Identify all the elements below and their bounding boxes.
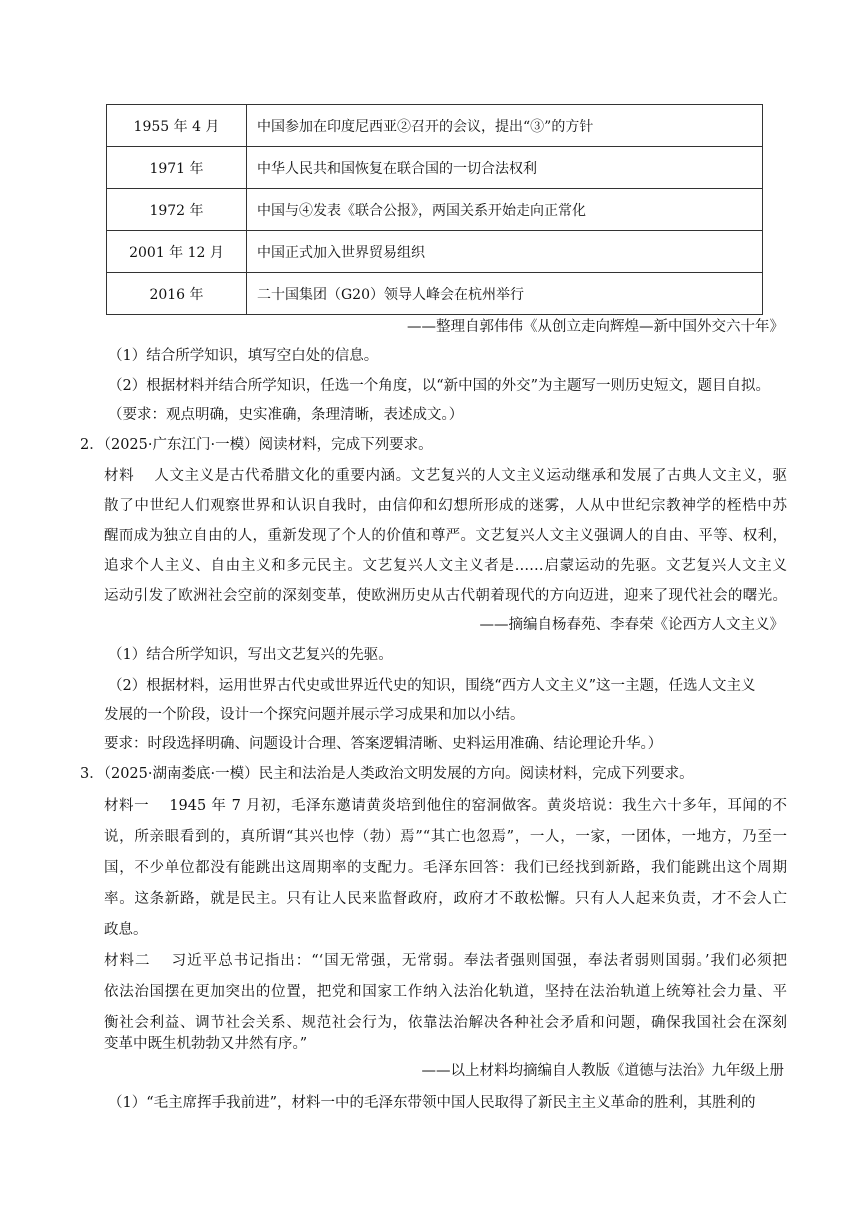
q2-material-line: 材料 人文主义是古代希腊文化的重要内涵。文艺复兴的人文主义运动继承和发展了古典人文主义，驱 [104,468,787,484]
table-row [107,105,763,147]
q1-requirement: （要求：观点明确，史实准确，条理清晰，表述成文。） [108,407,464,423]
event-cell: 中华人民共和国恢复在联合国的一切合法权利 [247,147,763,189]
q2-material-line: 运动引发了欧洲社会空前的深刻变革，使欧洲历史从古代朝着现代的方向迈进，迎来了现代社会的曙光。 [104,588,787,604]
table-row [107,273,763,315]
q3-material1-line: 国，不少单位都没有能跳出这周期率的支配力。毛泽东回答：我们已经找到新路，我们能跳出这个周期 [104,860,787,876]
q3-sub1: （1）“毛主席挥手我前进”，材料一中的毛泽东带领中国人民取得了新民主主义革命的胜利，其胜利的 [108,1095,756,1111]
table-source: ——整理自郭伟伟《从创立走向辉煌—新中国外交六十年》 [407,319,784,335]
q2-sub2: （2）根据材料，运用世界古代史或世界近代史的知识，围绕“西方人文主义”这一主题，任选人文主义 [108,678,756,694]
q2-material-line: 醒而成为独立自由的人，重新发现了个人的价值和尊严。文艺复兴人文主义强调人的自由、平等、权利， [104,528,787,544]
q1-sub1: （1）结合所学知识，填写空白处的信息。 [108,348,379,364]
q3-heading: 3．（2025·湖南娄底·一模）民主和法治是人类政治文明发展的方向。阅读材料，完成下列要求。 [80,766,694,782]
q2-heading: 2．（2025·广东江门·一模）阅读材料，完成下列要求。 [80,437,433,453]
q2-material-line: 散了中世纪人们观察世界和认识自我时，由信仰和幻想所形成的迷雾，人从中世纪宗教神学的桎梏中苏 [104,498,787,514]
events-table [106,104,763,315]
table-row [107,231,763,273]
table-row [107,189,763,231]
q2-requirement: 要求：时段选择明确、问题设计合理、答案逻辑清晰、史料运用准确、结论理论升华。） [104,736,663,752]
q3-material2-line: 变革中既生机勃勃又井然有序。” [104,1036,308,1052]
date-cell: 2001 年 12 月 [107,231,247,273]
q2-material-line: 追求个人主义、自由主义和多元民主。文艺复兴人文主义者是……启蒙运动的先驱。文艺复兴人文主义 [104,558,787,574]
q3-material1-line: 说，所亲眼看到的，真所谓“其兴也悖（勃）焉”“其亡也忽焉”，一人，一家，一团体，一地方，乃至一 [104,829,787,845]
date-cell: 1955 年 4 月 [107,105,247,147]
q3-material1-line: 材料一 1945 年 7 月初，毛泽东邀请黄炎培到他住的窑洞做客。黄炎培说：我生六十多年，耳闻的不 [104,798,787,814]
date-cell: 1972 年 [107,189,247,231]
event-cell: 中国参加在印度尼西亚②召开的会议，提出“③”的方针 [247,105,763,147]
q3-material2-line: 材料二 习近平总书记指出：“‘国无常强，无常弱。奉法者强则国强，奉法者弱则国弱。’我们必须把 [104,953,787,969]
date-cell: 2016 年 [107,273,247,315]
q2-source: ——摘编自杨春苑、李春荣《论西方人文主义》 [479,617,784,633]
q2-sub1: （1）结合所学知识，写出文艺复兴的先驱。 [108,647,393,663]
event-cell: 中国正式加入世界贸易组织 [247,231,763,273]
q3-source: ——以上材料均摘编自人教版《道德与法治》九年级上册 [421,1063,784,1079]
table-row [107,147,763,189]
event-cell: 中国与④发表《联合公报》，两国关系开始走向正常化 [247,189,763,231]
q3-material2-line: 衡社会利益、调节社会关系、规范社会行为，依靠法治解决各种社会矛盾和问题，确保我国社会在深刻 [104,1015,787,1031]
q1-sub2: （2）根据材料并结合所学知识，任选一个角度，以“新中国的外交”为主题写一则历史短文，题目自拟。 [108,378,771,394]
q2-sub2-cont: 发展的一个阶段，设计一个探究问题并展示学习成果和加以小结。 [104,707,525,723]
q3-material1-line: 率。这条新路，就是民主。只有让人民来监督政府，政府才不敢松懈。只有人人起来负责，才不会人亡 [104,891,787,907]
q3-material2-line: 依法治国摆在更加突出的位置，把党和国家工作纳入法治化轨道，坚持在法治轨道上统筹社会力量、平 [104,984,787,1000]
q3-material1-line: 政息。 [104,922,148,938]
date-cell: 1971 年 [107,147,247,189]
event-cell: 二十国集团（G20）领导人峰会在杭州举行 [247,273,763,315]
